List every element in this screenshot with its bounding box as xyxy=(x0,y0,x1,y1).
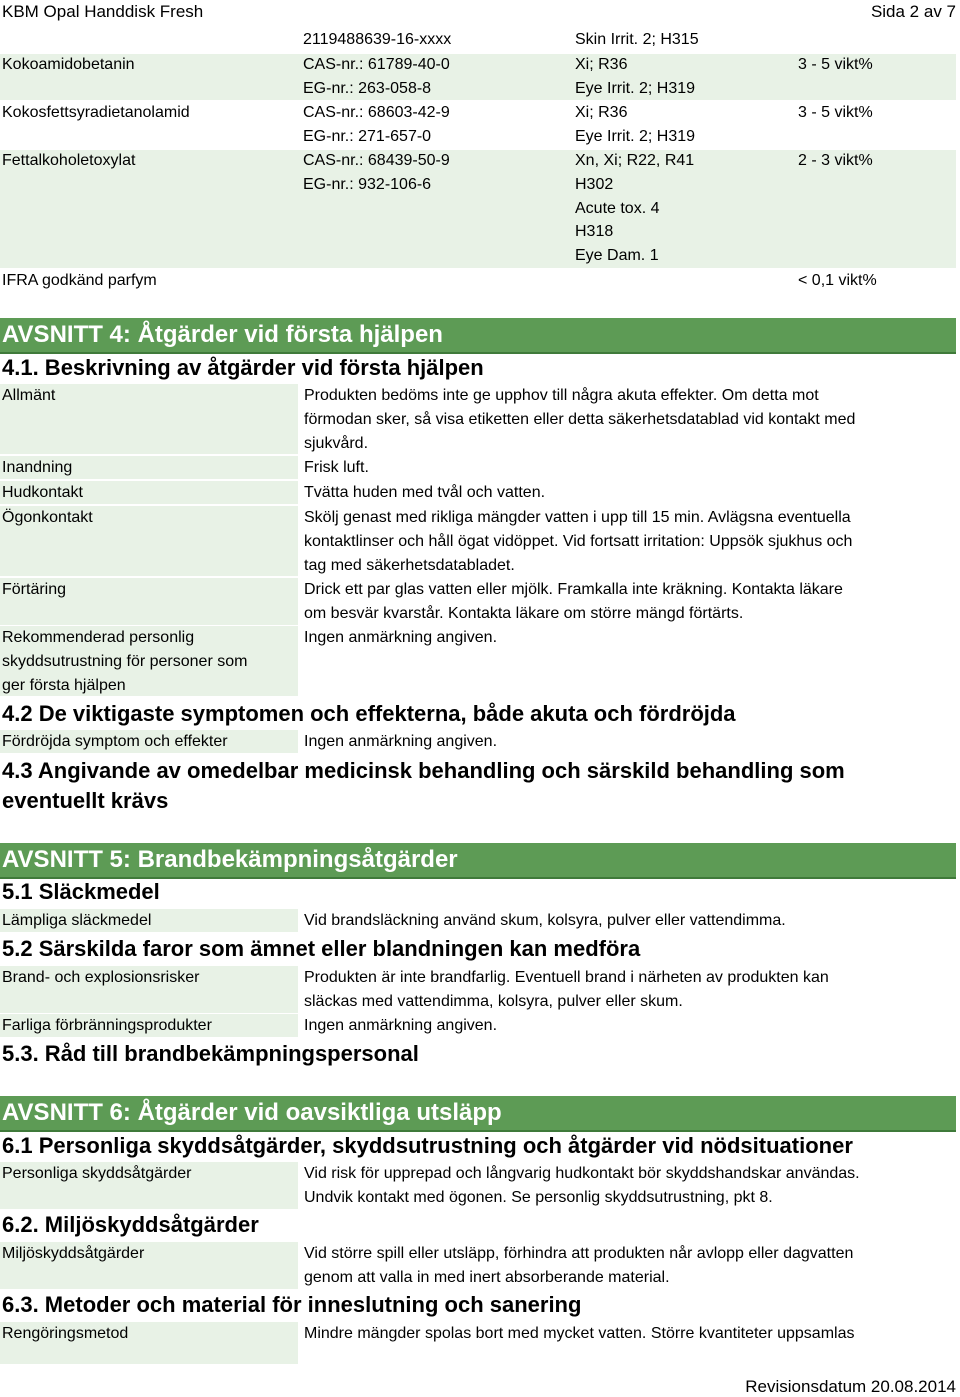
first-aid-eye-label xyxy=(0,506,298,576)
label-text: Hudkontakt xyxy=(2,484,83,501)
substance-classification: H302 xyxy=(575,176,614,193)
text-line: Frisk luft. xyxy=(304,459,369,476)
first-aid-skin-text xyxy=(304,481,545,505)
composition-row xyxy=(0,102,956,148)
substance-classification: Skin Irrit. 2; H315 xyxy=(575,31,699,48)
label-text: Rengöringsmetod xyxy=(2,1325,129,1342)
composition-row xyxy=(0,268,956,294)
composition-row xyxy=(0,150,956,268)
substance-classification: H318 xyxy=(575,223,614,240)
text-line: tag med säkerhetsdatabladet. xyxy=(304,557,515,574)
text-line: Skölj genast med rikliga mängder vatten i upp till 15 min. Avlägsna eventuella xyxy=(304,509,851,526)
substance-concentration: < 0,1 vikt% xyxy=(798,272,877,289)
substance-id: 2119488639-16-xxxx xyxy=(303,31,452,48)
composition-row xyxy=(0,54,956,100)
text-line: Mindre mängder spolas bort med mycket vatten. Större kvantiteter uppsamlas xyxy=(304,1325,855,1342)
label-line: Rekommenderad personlig xyxy=(2,629,195,646)
text-line: sjukvård. xyxy=(304,435,369,452)
section-4-3-heading xyxy=(2,756,845,816)
text-line: Tvätta huden med tvål och vatten. xyxy=(304,484,546,501)
cleanup-method-label xyxy=(0,1322,298,1364)
first-aid-ingestion-label xyxy=(0,578,298,625)
first-aid-general-text xyxy=(304,384,855,456)
combustion-products-text xyxy=(304,1014,497,1038)
substance-classification: Acute tox. 4 xyxy=(575,200,660,217)
text-line: Vid större spill eller utsläpp, förhindra att produkten når avlopp eller dagvatten xyxy=(304,1245,854,1262)
label-text: Fördröjda symptom och effekter xyxy=(2,733,228,750)
section-6-2-heading: 6.2. Miljöskyddsåtgärder xyxy=(2,1212,259,1237)
substance-classification: Xi; R36 xyxy=(575,56,628,73)
product-name: KBM Opal Handdisk Fresh xyxy=(2,2,204,21)
cleanup-method-text xyxy=(304,1322,854,1346)
section-4-2-heading: 4.2 De viktigaste symptomen och effekterna, både akuta och fördröjda xyxy=(2,701,736,726)
label-text: Allmänt xyxy=(2,387,56,404)
substance-name: Fettalkoholetoxylat xyxy=(2,152,136,169)
substance-classification: Xn, Xi; R22, R41 xyxy=(575,152,695,169)
substance-concentration: 3 - 5 vikt% xyxy=(798,104,873,121)
text-line: Ingen anmärkning angiven. xyxy=(304,629,498,646)
delayed-symptoms-label xyxy=(0,730,298,753)
revision-date: Revisionsdatum 20.08.2014 xyxy=(745,1377,956,1396)
extinguishing-media-label xyxy=(0,909,298,932)
text-line: Undvik kontakt med ögonen. Se personlig skyddsutrustning, pkt 8. xyxy=(304,1189,773,1206)
label-text: Förtäring xyxy=(2,581,67,598)
substance-id: CAS-nr.: 61789-40-0 xyxy=(303,56,450,73)
section-5-1-heading: 5.1 Släckmedel xyxy=(2,879,160,904)
substance-classification: Eye Dam. 1 xyxy=(575,247,659,264)
first-aid-ppe-label xyxy=(0,626,298,696)
personal-precautions-text xyxy=(304,1162,860,1210)
extinguishing-media-text xyxy=(304,909,786,933)
section-5-2-heading: 5.2 Särskilda faror som ämnet eller blandningen kan medföra xyxy=(2,936,641,961)
text-line: Vid brandsläckning använd skum, kolsyra, pulver eller vattendimma. xyxy=(304,912,786,929)
label-text: Miljöskyddsåtgärder xyxy=(2,1245,145,1262)
text-line: Produkten är inte brandfarlig. Eventuell brand i närheten av produkten kan xyxy=(304,969,829,986)
section-6-1-heading: 6.1 Personliga skyddsåtgärder, skyddsutrustning och åtgärder vid nödsituationer xyxy=(2,1133,853,1158)
label-text: Farliga förbränningsprodukter xyxy=(2,1017,212,1034)
heading-line: 4.3 Angivande av omedelbar medicinsk behandling och särskild behandling som xyxy=(2,758,845,783)
substance-classification: Eye Irrit. 2; H319 xyxy=(575,128,696,145)
section-4-1-heading: 4.1. Beskrivning av åtgärder vid första hjälpen xyxy=(2,355,484,380)
label-text: Lämpliga släckmedel xyxy=(2,912,152,929)
text-line: Vid risk för upprepad och långvarig hudkontakt bör skyddshandskar användas. xyxy=(304,1165,860,1182)
label-text: Brand- och explosionsrisker xyxy=(2,969,200,986)
text-line: om besvär kvarstår. Kontakta läkare om större mängd förtärts. xyxy=(304,605,744,622)
substance-id: EG-nr.: 932-106-6 xyxy=(303,176,432,193)
text-line: Ingen anmärkning angiven. xyxy=(304,1017,498,1034)
label-line: ger första hjälpen xyxy=(2,677,126,694)
label-text: Inandning xyxy=(2,459,73,476)
text-line: Ingen anmärkning angiven. xyxy=(304,733,498,750)
first-aid-inhalation-label xyxy=(0,456,298,479)
substance-concentration: 3 - 5 vikt% xyxy=(798,56,873,73)
substance-id: CAS-nr.: 68439-50-9 xyxy=(303,152,450,169)
section-5-3-heading: 5.3. Råd till brandbekämpningspersonal xyxy=(2,1041,419,1066)
section-6-3-heading: 6.3. Metoder och material för inneslutning och sanering xyxy=(2,1292,582,1317)
substance-id: CAS-nr.: 68603-42-9 xyxy=(303,104,450,121)
combustion-products-label xyxy=(0,1014,298,1037)
first-aid-general-label xyxy=(0,384,298,454)
composition-row xyxy=(0,28,956,52)
text-line: Drick ett par glas vatten eller mjölk. Framkalla inte kräkning. Kontakta läkare xyxy=(304,581,843,598)
first-aid-skin-label xyxy=(0,481,298,504)
substance-classification: Eye Irrit. 2; H319 xyxy=(575,80,696,97)
first-aid-eye-text xyxy=(304,506,852,578)
page-number: Sida 2 av 7 xyxy=(870,2,956,21)
text-line: Produkten bedöms inte ge upphov till några akuta effekter. Om detta mot xyxy=(304,387,819,404)
text-line: förmodan sker, så visa etiketten eller detta säkerhetsdatablad vid kontakt med xyxy=(304,411,856,428)
label-line: skyddsutrustning för personer som xyxy=(2,653,248,670)
substance-concentration: 2 - 3 vikt% xyxy=(798,152,873,169)
substance-classification: Xi; R36 xyxy=(575,104,628,121)
first-aid-ppe-text xyxy=(304,626,497,650)
text-line: kontaktlinser och håll ögat vidöppet. Vid fortsatt irritation: Uppsök sjukhus och xyxy=(304,533,853,550)
first-aid-ingestion-text xyxy=(304,578,843,626)
section-5-header: AVSNITT 5: Brandbekämpningsåtgärder xyxy=(0,843,956,879)
heading-line: eventuellt krävs xyxy=(2,788,169,813)
section-4-header: AVSNITT 4: Åtgärder vid första hjälpen xyxy=(0,318,956,354)
label-text: Personliga skyddsåtgärder xyxy=(2,1165,192,1182)
fire-hazard-text xyxy=(304,966,829,1014)
environmental-precautions-label xyxy=(0,1242,298,1289)
substance-name: IFRA godkänd parfym xyxy=(2,272,157,289)
delayed-symptoms-text xyxy=(304,730,497,754)
environmental-precautions-text xyxy=(304,1242,853,1290)
fire-hazard-label xyxy=(0,966,298,1013)
substance-name: Kokosfettsyradietanolamid xyxy=(2,104,190,121)
substance-id: EG-nr.: 263-058-8 xyxy=(303,80,432,97)
personal-precautions-label xyxy=(0,1162,298,1209)
text-line: släckas med vattendimma, kolsyra, pulver eller skum. xyxy=(304,993,683,1010)
substance-name: Kokoamidobetanin xyxy=(2,56,135,73)
label-text: Ögonkontakt xyxy=(2,509,93,526)
section-6-header: AVSNITT 6: Åtgärder vid oavsiktliga utsläpp xyxy=(0,1096,956,1132)
substance-id: EG-nr.: 271-657-0 xyxy=(303,128,432,145)
text-line: genom att valla in med inert absorberande material. xyxy=(304,1269,670,1286)
first-aid-inhalation-text xyxy=(304,456,369,480)
